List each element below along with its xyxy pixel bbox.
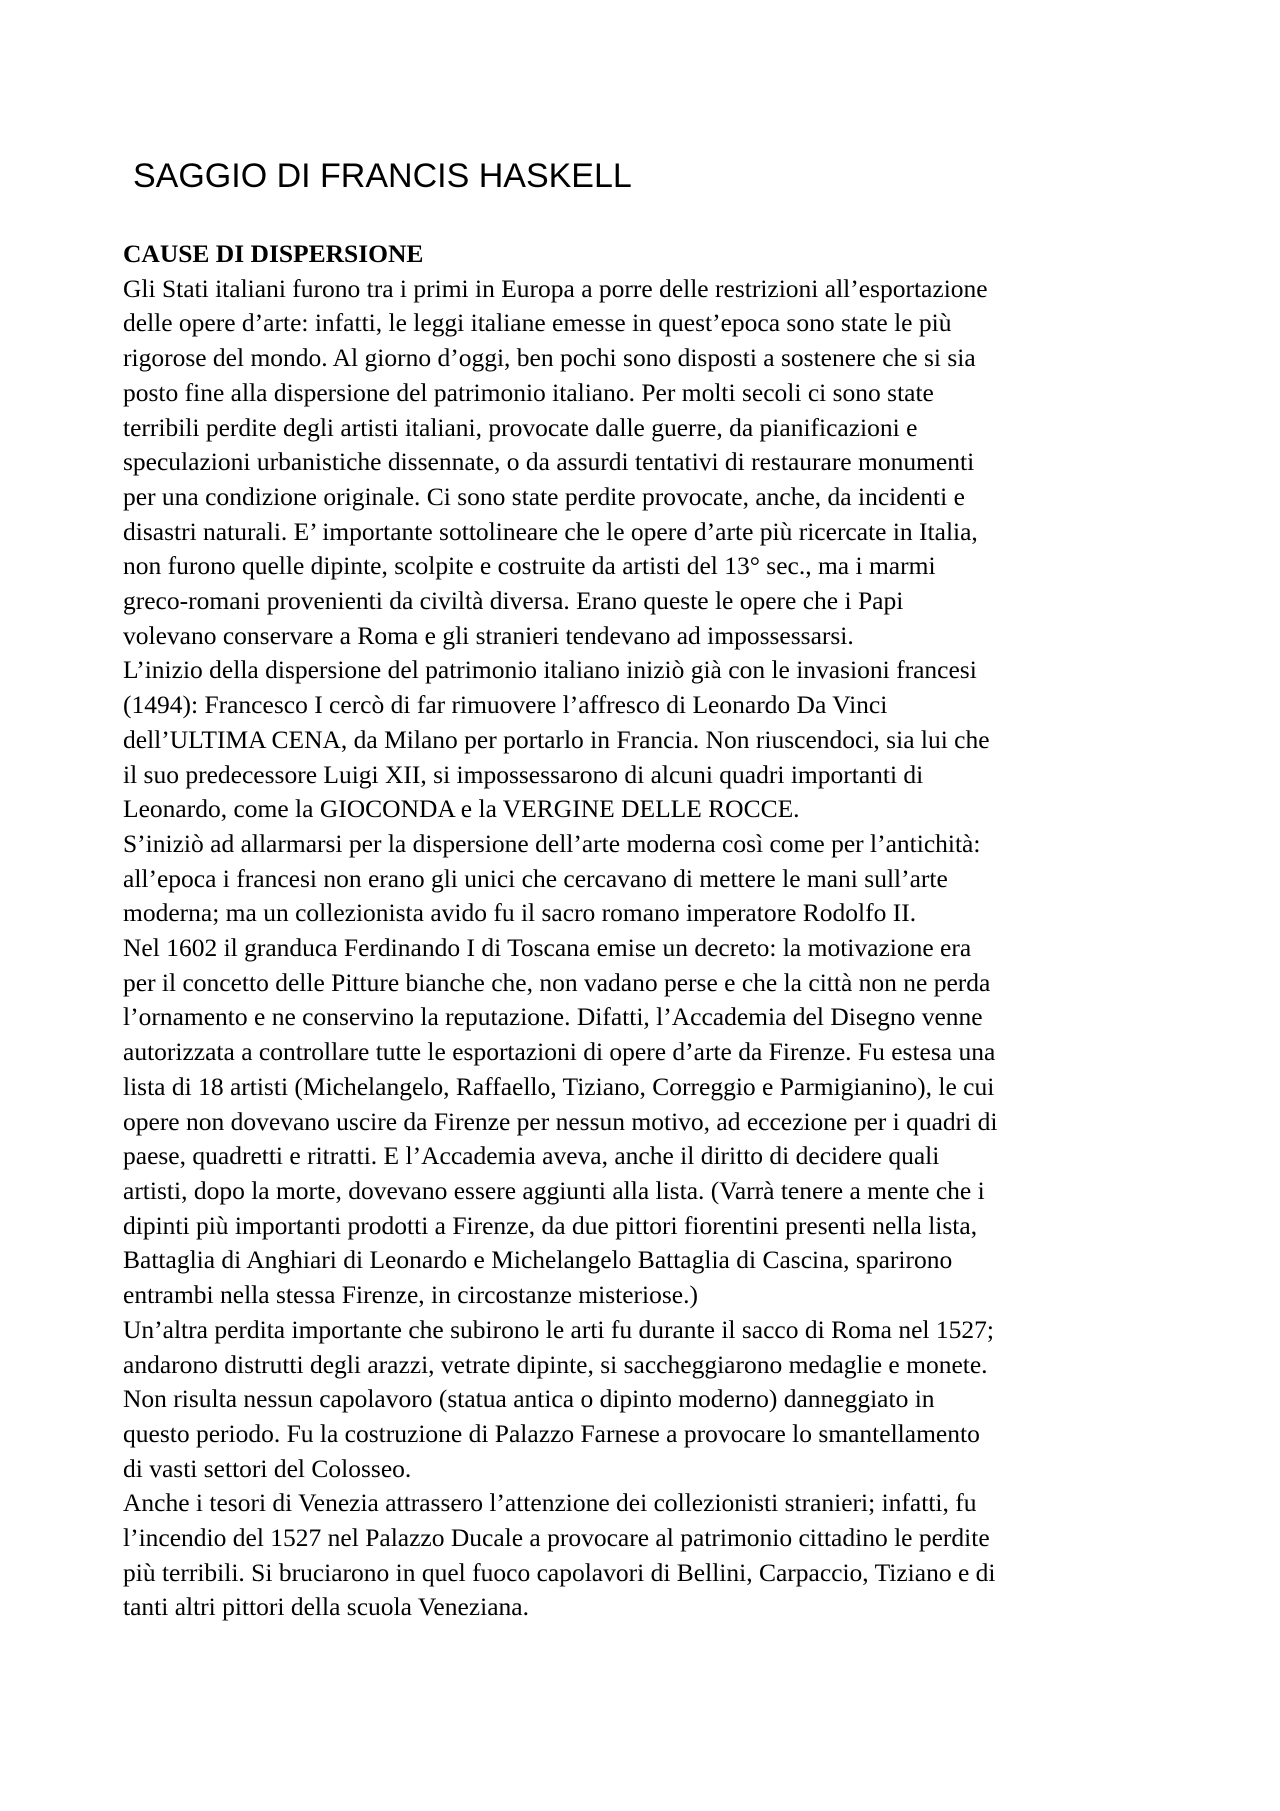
text-line: posto fine alla dispersione del patrimonio italiano. Per molti secoli ci sono state [123, 377, 934, 407]
text-line: (1494): Francesco I cercò di far rimuovere l’affresco di Leonardo Da Vinci [123, 690, 888, 720]
text-line: moderna; ma un collezionista avido fu il sacro romano imperatore Rodolfo II. [123, 898, 917, 928]
text-line: per il concetto delle Pitture bianche che, non vadano perse e che la città non ne perda [123, 967, 991, 997]
paragraph [123, 1313, 1173, 1487]
text-line: lista di 18 artisti (Michelangelo, Raffaello, Tiziano, Correggio e Parmigianino), le cui [123, 1071, 995, 1101]
text-line: entrambi nella stessa Firenze, in circostanze misteriose.) [123, 1280, 698, 1310]
text-line: questo periodo. Fu la costruzione di Palazzo Farnese a provocare lo smantellamento [123, 1418, 980, 1448]
text-line: tanti altri pittori della scuola Veneziana. [123, 1592, 529, 1622]
text-line: all’epoca i francesi non erano gli unici che cercavano di mettere le mani sull’arte [123, 863, 948, 893]
text-line: artisti, dopo la morte, dovevano essere aggiunti alla lista. (Varrà tenere a mente che i [123, 1175, 985, 1205]
paragraph [123, 931, 1173, 1313]
document-title: SAGGIO DI FRANCIS HASKELL [133, 157, 632, 195]
text-line: delle opere d’arte: infatti, le leggi italiane emesse in quest’epoca sono state le più [123, 308, 952, 338]
text-line: l’incendio del 1527 nel Palazzo Ducale a provocare al patrimonio cittadino le perdite [123, 1523, 990, 1553]
text-line: Un’altra perdita importante che subirono le arti fu durante il sacco di Roma nel 1527; [123, 1314, 994, 1344]
text-line: S’iniziò ad allarmarsi per la dispersione dell’arte moderna così come per l’antichità: [123, 828, 981, 858]
text-line: Nel 1602 il granduca Ferdinando I di Toscana emise un decreto: la motivazione era [123, 933, 972, 963]
text-line: l’ornamento e ne conservino la reputazione. Difatti, l’Accademia del Disegno venne [123, 1002, 983, 1032]
paragraph [123, 272, 1173, 654]
text-line: rigorose del mondo. Al giorno d’oggi, ben pochi sono disposti a sostenere che si sia [123, 343, 976, 373]
text-line: speculazioni urbanistiche dissennate, o da assurdi tentativi di restaurare monumenti [123, 447, 975, 477]
text-line: non furono quelle dipinte, scolpite e costruite da artisti del 13° sec., ma i marmi [123, 551, 936, 581]
text-line: disastri naturali. E’ importante sottolineare che le opere d’arte più ricercate in Italia, [123, 516, 978, 546]
text-line: Leonardo, come la GIOCONDA e la VERGINE DELLE ROCCE. [123, 794, 800, 824]
text-line: paese, quadretti e ritratti. E l’Accademia aveva, anche il diritto di decidere quali [123, 1141, 940, 1171]
paragraph [123, 653, 1173, 827]
text-line: dipinti più importanti prodotti a Firenze, da due pittori fiorentini presenti nella lista, [123, 1210, 978, 1240]
text-line: Non risulta nessun capolavoro (statua antica o dipinto moderno) danneggiato in [123, 1384, 935, 1414]
text-line: il suo predecessore Luigi XII, si impossessarono di alcuni quadri importanti di [123, 759, 924, 789]
paragraph [123, 1486, 1173, 1625]
text-line: Anche i tesori di Venezia attrassero l’attenzione dei collezionisti stranieri; infatti, fu [123, 1488, 977, 1518]
text-line: opere non dovevano uscire da Firenze per nessun motivo, ad eccezione per i quadri di [123, 1106, 998, 1136]
section-cause-di-dispersione [123, 237, 1173, 1625]
text-line: autorizzata a controllare tutte le esportazioni di opere d’arte da Firenze. Fu estesa una [123, 1037, 996, 1067]
text-line: terribili perdite degli artisti italiani, provocate dalle guerre, da pianificazioni e [123, 412, 918, 442]
text-line: per una condizione originale. Ci sono state perdite provocate, anche, da incidenti e [123, 481, 965, 511]
text-line: Battaglia di Anghiari di Leonardo e Michelangelo Battaglia di Cascina, sparirono [123, 1245, 953, 1275]
text-line: greco-romani provenienti da civiltà diversa. Erano queste le opere che i Papi [123, 586, 904, 616]
text-line: di vasti settori del Colosseo. [123, 1453, 412, 1483]
text-line: andarono distrutti degli arazzi, vetrate dipinte, si saccheggiarono medaglie e monete. [123, 1349, 988, 1379]
text-line: volevano conservare a Roma e gli stranieri tendevano ad impossessarsi. [123, 620, 854, 650]
text-line: Gli Stati italiani furono tra i primi in Europa a porre delle restrizioni all’esportazione [123, 273, 988, 303]
text-line: dell’ULTIMA CENA, da Milano per portarlo in Francia. Non riuscendoci, sia lui che [123, 724, 990, 754]
section-heading: CAUSE DI DISPERSIONE [123, 239, 424, 268]
text-line: più terribili. Si bruciarono in quel fuoco capolavori di Bellini, Carpaccio, Tiziano e di [123, 1557, 996, 1587]
text-line: L’inizio della dispersione del patrimonio italiano iniziò già con le invasioni francesi [123, 655, 977, 685]
paragraph [123, 827, 1173, 931]
